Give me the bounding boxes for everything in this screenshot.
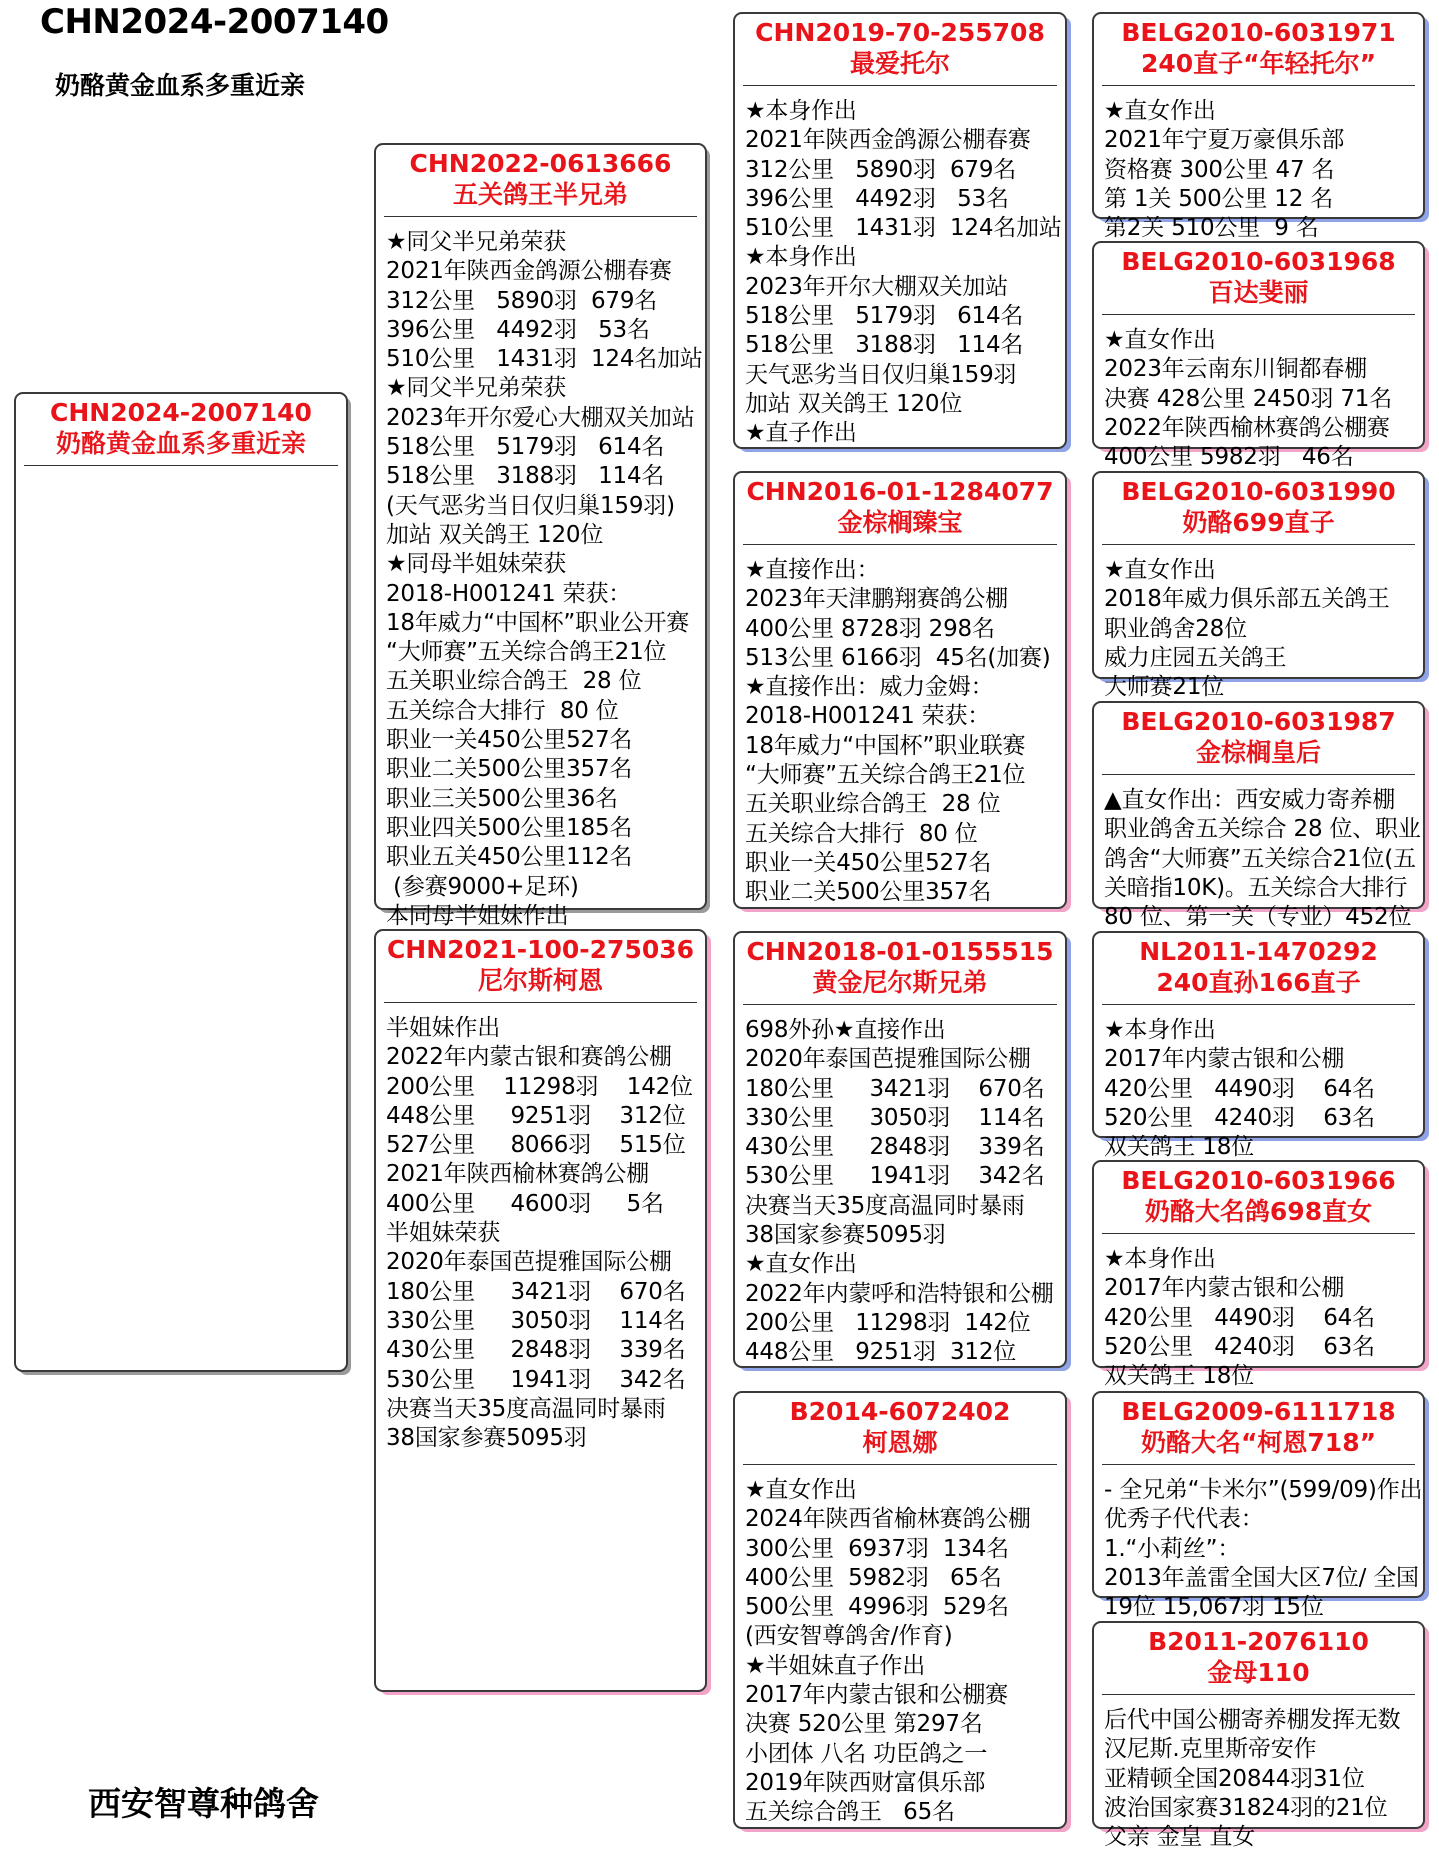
achievement-line: 513公里 6166羽 45名(加赛) [745, 644, 1051, 671]
achievement-line: 2020年泰国芭提雅国际公棚 [745, 1046, 1031, 1073]
achievement-line: 优秀子代代表： [1104, 1506, 1264, 1533]
achievement-line: 决赛 520公里 第297名 [745, 1711, 983, 1738]
achievement-line: ★直女作出 [745, 1251, 857, 1278]
pigeon-name: 240直孙166直子 [1156, 968, 1361, 997]
achievement-line: 2019年陕西财富俱乐部 [745, 1769, 986, 1796]
achievement-line: 19位 15,067羽 15位 [1104, 1594, 1324, 1621]
achievements-list [16, 466, 346, 477]
ring-number: CHN2016-01-1284077 [746, 477, 1054, 506]
achievement-line: 420公里 4490羽 64名 [1104, 1304, 1375, 1331]
achievement-line: 400公里 4600羽 5名 [386, 1190, 664, 1217]
ring-number: NL2011-1470292 [1139, 937, 1378, 966]
achievement-line: 波治国家赛31824羽的21位 [1104, 1794, 1388, 1821]
achievements-list [376, 217, 705, 931]
achievements-list [735, 86, 1065, 449]
achievement-line: 430公里 2848羽 339名 [745, 1134, 1045, 1161]
great-grandparent-card-7[interactable] [1092, 1391, 1425, 1621]
achievement-line: 五关综合鸽王 65名 [745, 1799, 955, 1826]
card-header [1094, 1393, 1423, 1458]
pigeon-name: 百达斐丽 [1208, 278, 1309, 307]
achievement-line: ★同父半兄弟荣获 [386, 229, 567, 255]
achievement-line: 518公里 5179羽 614名 [745, 303, 1024, 330]
pigeon-name: 金母110 [1207, 1658, 1310, 1687]
achievement-line: 决赛当天35度高温同时暴雨 [386, 1395, 666, 1422]
achievements-list [1094, 545, 1423, 702]
pigeon-name: 奶酪大名鸽698直女 [1144, 1197, 1373, 1226]
achievement-line: 18年威力“中国杯”职业公开赛 [386, 609, 690, 636]
achievement-line: 职业五关450公里112名 [386, 844, 633, 871]
achievement-line: 312公里 5890羽 679名 [386, 287, 658, 314]
achievement-line: 第2关 510公里 9 名 [1104, 215, 1319, 242]
pigeon-name: 柯恩娜 [862, 1428, 938, 1457]
achievement-line: 200公里 11298羽 142位 [386, 1073, 693, 1100]
achievement-line: 18年威力“中国杯”职业联赛 [745, 732, 1026, 759]
achievement-line: (西安智尊鸽舍/作育) [745, 1623, 953, 1650]
achievement-line: 2017年内蒙古银和公棚 [1104, 1046, 1345, 1073]
achievement-line: ★直女作出 [745, 1477, 857, 1503]
achievements-list [1094, 1465, 1423, 1622]
achievement-line: 职业三关500公里36名 [386, 785, 618, 812]
ring-number: BELG2010-6031987 [1121, 707, 1396, 736]
achievement-line: (参赛9000+足环) [386, 873, 579, 900]
maternal-granddam-card[interactable] [733, 1391, 1067, 1829]
great-grandparent-card-1[interactable] [1092, 12, 1425, 242]
achievement-line: 38国家参赛5095羽 [386, 1425, 587, 1452]
achievement-line: 决赛当天35度高温同时暴雨 [745, 1192, 1025, 1219]
pigeon-name: 奶酪黄金血系多重近亲 [55, 429, 306, 458]
achievement-line: 2021年陕西榆林赛鸽公棚 [386, 1161, 649, 1188]
achievements-list [376, 1003, 705, 1453]
achievement-line: 400公里 5982羽 65名 [745, 1564, 1002, 1591]
achievement-line: 五关综合大排行 80 位 [386, 697, 619, 724]
achievements-list [1094, 86, 1423, 243]
achievement-line: 2022年陕西榆林赛鸽公棚赛 [1104, 414, 1390, 441]
achievement-line: 530公里 1941羽 342名 [745, 1163, 1045, 1190]
achievement-line: 五关综合大排行 80 位 [745, 820, 978, 847]
pigeon-name: 奶酪大名“柯恩718” [1140, 1428, 1377, 1457]
card-header [1094, 703, 1423, 768]
achievements-list [735, 1005, 1065, 1368]
achievement-line: 关暗指10K)。五关综合大排行 [1104, 874, 1408, 901]
card-header [735, 1393, 1065, 1458]
great-grandparent-card-4[interactable] [1092, 701, 1425, 931]
card-header [1094, 473, 1423, 538]
achievement-line: 430公里 2848羽 339名 [386, 1337, 686, 1364]
achievement-line: 2024年陕西省榆林赛鸽公棚 [745, 1506, 1031, 1533]
achievement-line: 400公里 5982羽 46名 [1104, 444, 1354, 471]
pigeon-name: 金棕榈皇后 [1195, 738, 1321, 767]
ring-number: CHN2024-2007140 [50, 398, 312, 427]
achievement-line: 396公里 4492羽 53名 [745, 185, 1009, 212]
paternal-grandsire-card[interactable] [733, 12, 1067, 449]
great-grandparent-card-5[interactable] [1092, 931, 1425, 1161]
achievement-line: 2023年开尔大棚双关加站 [745, 273, 1008, 300]
great-grandparent-card-8[interactable] [1092, 1621, 1425, 1851]
achievement-line: 资格赛 300公里 47 名 [1104, 156, 1335, 183]
achievement-line: 330公里 3050羽 114名 [745, 1104, 1045, 1131]
achievement-line: 大师赛21位 [1104, 674, 1225, 701]
achievement-line: ★本身作出 [745, 244, 857, 271]
card-header [376, 145, 705, 210]
achievement-line: 518公里 5179羽 614名 [386, 434, 665, 461]
card-header [735, 473, 1065, 538]
subject-card[interactable] [14, 392, 348, 1372]
achievement-line: ★同父半兄弟荣获 [386, 375, 567, 402]
achievement-line: 510公里 1431羽 124名加站 [386, 346, 703, 373]
achievement-line: 2018-H001241 荣获： [386, 580, 632, 607]
great-grandparent-card-3[interactable] [1092, 471, 1425, 701]
maternal-grandsire-card[interactable] [733, 931, 1067, 1368]
achievement-line: 80 位、第一关（专业）452位 [1104, 904, 1412, 931]
achievement-line: 698外孙★直接作出 [745, 1017, 946, 1043]
achievement-line: 2021年陕西金鸽源公棚春赛 [386, 258, 672, 285]
ring-number: CHN2021-100-275036 [386, 935, 695, 964]
achievement-line: 加站 双关鸽王 120位 [386, 521, 604, 548]
ring-number: BELG2010-6031971 [1121, 18, 1396, 47]
achievement-line: 汉尼斯.克里斯帝安作 [1104, 1736, 1317, 1763]
card-header [1094, 1623, 1423, 1688]
card-header [735, 14, 1065, 79]
achievement-line: 518公里 3188羽 114名 [745, 332, 1024, 359]
achievements-list [1094, 1695, 1423, 1852]
achievement-line: 第 1关 500公里 12 名 [1104, 185, 1334, 212]
achievement-line: 天气恶劣当日仅归巢159羽 [745, 361, 1017, 388]
achievement-line: 2021年陕西金鸽源公棚春赛 [745, 127, 1031, 154]
achievement-line: 半姐妹荣获 [386, 1220, 501, 1247]
paternal-granddam-card[interactable] [733, 471, 1067, 909]
achievement-line: 2017年内蒙古银和公棚 [1104, 1275, 1345, 1302]
achievement-line: ★本身作出 [745, 98, 857, 124]
achievements-list [1094, 1005, 1423, 1162]
achievement-line: 威力庄园五关鸽王 [1104, 644, 1287, 671]
achievement-line: 2013年盖雷全国大区7位/ 全国 [1104, 1564, 1419, 1591]
achievements-list [1094, 1234, 1423, 1391]
achievement-line: 五关职业综合鸽王 28 位 [386, 668, 642, 695]
top-pigeon-name: 奶酪黄金血系多重近亲 [55, 71, 306, 100]
achievement-line: ★直女作出 [1104, 557, 1216, 583]
achievement-line: ★本身作出 [1104, 1246, 1216, 1272]
pigeon-name: 奶酪699直子 [1182, 508, 1335, 537]
achievement-line: 2017年内蒙古银和公棚赛 [745, 1682, 1008, 1709]
achievement-line: 后代中国公棚寄养棚发挥无数 [1104, 1707, 1401, 1733]
achievements-list [735, 545, 1065, 908]
achievement-line: 2020年泰国芭提雅国际公棚 [386, 1249, 672, 1276]
achievement-line: 双关鸽王 18位 [1104, 1363, 1254, 1390]
achievements-list [1094, 775, 1423, 932]
achievement-line: (天气恶劣当日仅归巢159羽) [386, 492, 675, 519]
achievement-line: 400公里 8728羽 298名 [745, 615, 995, 642]
achievement-line: 518公里 3188羽 114名 [386, 463, 665, 490]
achievement-line: 530公里 1941羽 342名 [386, 1366, 686, 1393]
achievement-line: ★直女作出 [1104, 327, 1216, 353]
pigeon-name: 240直子“年轻托尔” [1140, 49, 1377, 78]
ring-number: BELG2010-6031990 [1121, 477, 1396, 506]
achievement-line: 2023年开尔爱心大棚双关加站 [386, 404, 695, 431]
card-header [735, 933, 1065, 998]
ring-number: CHN2019-70-255708 [755, 18, 1045, 47]
achievement-line: 527公里 8066羽 515位 [386, 1132, 686, 1159]
achievement-line: 鸽舍“大师赛”五关综合21位(五 [1104, 845, 1416, 872]
achievement-line: ★直接作出： [745, 557, 880, 583]
achievement-line: 448公里 9251羽 312位 [745, 1339, 1017, 1366]
achievement-line: 312公里 5890羽 679名 [745, 156, 1017, 183]
pigeon-name: 黄金尼尔斯兄弟 [812, 968, 988, 997]
card-header [16, 394, 346, 459]
great-grandparent-card-6[interactable] [1092, 1160, 1425, 1390]
top-ring-number: CHN2024-2007140 [40, 2, 389, 42]
ring-number: CHN2022-0613666 [409, 149, 672, 178]
achievement-line: 职业二关500公里357名 [386, 756, 633, 783]
achievement-line: 半姐妹作出 [386, 1015, 501, 1041]
achievement-line: ★本身作出 [1104, 1017, 1216, 1043]
ring-number: BELG2009-6111718 [1121, 1397, 1396, 1426]
pigeon-name: 金棕榈臻宝 [837, 508, 963, 537]
achievement-line: “大师赛”五关综合鸽王21位 [386, 639, 667, 666]
achievement-line: 520公里 4240羽 63名 [1104, 1104, 1375, 1131]
loft-name: 西安智尊种鸽舍 [88, 1784, 319, 1823]
achievement-line: 200公里 11298羽 142位 [745, 1309, 1031, 1336]
achievement-line: ★直女作出 [1104, 98, 1216, 124]
card-header [1094, 933, 1423, 998]
achievement-line: 职业鸽舍28位 [1104, 615, 1247, 642]
ring-number: CHN2018-01-0155515 [746, 937, 1054, 966]
achievement-line: 职业二关500公里357名 [745, 879, 992, 906]
card-header [376, 931, 705, 996]
achievement-line: 180公里 3421羽 670名 [386, 1278, 686, 1305]
achievement-line: - 全兄弟“卡米尔”(599/09)作出 [1104, 1477, 1423, 1503]
achievement-line: ★同母半姐妹荣获 [386, 551, 567, 578]
achievement-line: 决赛 428公里 2450羽 71名 [1104, 385, 1393, 412]
dam-card[interactable] [374, 929, 707, 1692]
pigeon-name: 最爱托尔 [849, 49, 950, 78]
achievement-line: 2023年天津鹏翔赛鸽公棚 [745, 586, 1008, 613]
achievement-line: 2023年云南东川铜都春棚 [1104, 356, 1367, 383]
achievement-line: ▲直女作出：西安威力寄养棚 [1104, 787, 1396, 813]
ring-number: BELG2010-6031966 [1121, 1166, 1396, 1195]
achievement-line: 2018-H001241 荣获： [745, 703, 991, 730]
achievement-line: 500公里 4996羽 529名 [745, 1594, 1009, 1621]
achievement-line: “大师赛”五关综合鸽王21位 [745, 762, 1026, 789]
achievement-line: 1.“小莉丝”： [1104, 1535, 1241, 1562]
achievement-line: 38国家参赛5095羽 [745, 1222, 946, 1249]
achievement-line: 448公里 9251羽 312位 [386, 1102, 686, 1129]
achievement-line: 职业一关450公里527名 [745, 849, 992, 876]
achievement-line: 300公里 6937羽 134名 [745, 1535, 1009, 1562]
achievement-line: 职业鸽舍五关综合 28 位、职业 [1104, 816, 1421, 843]
ring-number: B2011-2076110 [1148, 1627, 1369, 1656]
achievement-line: 职业四关500公里185名 [386, 814, 633, 841]
achievement-line: 420公里 4490羽 64名 [1104, 1075, 1375, 1102]
card-header [1094, 243, 1423, 308]
achievement-line: 亚精顿全国20844羽31位 [1104, 1765, 1365, 1792]
achievement-line: 330公里 3050羽 114名 [386, 1307, 686, 1334]
achievement-line: 2021年宁夏万豪俱乐部 [1104, 127, 1345, 154]
achievement-line: 双关鸽王 18位 [1104, 1134, 1254, 1161]
achievement-line: ★直子作出 [745, 420, 857, 447]
achievement-line: 父亲 金皇 直女 [1104, 1824, 1256, 1851]
achievements-list [1094, 315, 1423, 472]
achievement-line: 510公里 1431羽 124名加站 [745, 215, 1062, 242]
sire-card[interactable] [374, 143, 707, 929]
achievement-line: 本同母半姐妹作出 [386, 902, 569, 929]
achievement-line: 职业一关450公里527名 [386, 727, 633, 754]
achievement-line: 396公里 4492羽 53名 [386, 316, 650, 343]
great-grandparent-card-2[interactable] [1092, 241, 1425, 471]
pigeon-name: 尼尔斯柯恩 [477, 966, 603, 995]
achievement-line: 2022年内蒙呼和浩特银和公棚 [745, 1280, 1054, 1307]
achievement-line: ★半姐妹直子作出 [745, 1652, 926, 1679]
achievement-line: 180公里 3421羽 670名 [745, 1075, 1045, 1102]
achievement-line: 五关职业综合鸽王 28 位 [745, 791, 1001, 818]
achievement-line: 2018年威力俱乐部五关鸽王 [1104, 586, 1390, 613]
card-header [1094, 1162, 1423, 1227]
ring-number: BELG2010-6031968 [1121, 247, 1396, 276]
achievement-line: 520公里 4240羽 63名 [1104, 1333, 1375, 1360]
achievement-line: 加站 双关鸽王 120位 [745, 390, 963, 417]
achievements-list [735, 1465, 1065, 1828]
achievement-line: 小团体 八名 功臣鸽之一 [745, 1740, 988, 1767]
achievement-line: 2022年内蒙古银和赛鸽公棚 [386, 1044, 672, 1071]
card-header [1094, 14, 1423, 79]
pigeon-name: 五关鸽王半兄弟 [452, 180, 628, 209]
achievement-line: ★直接作出：威力金姆： [745, 674, 994, 701]
ring-number: B2014-6072402 [789, 1397, 1011, 1426]
